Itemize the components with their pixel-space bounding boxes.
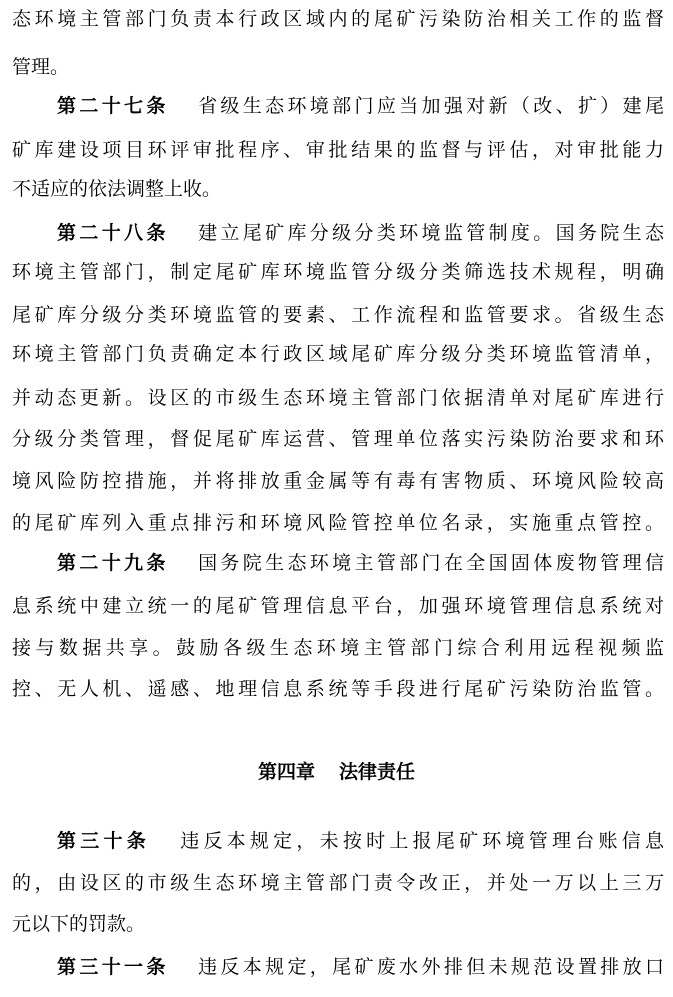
text-line: 环境主管部门，制定尾矿库环境监管分级分类筛选技术规程，明确: [12, 261, 664, 283]
text-line: 的尾矿库列入重点排污和环境风险管控单位名录，实施重点管控。: [12, 512, 664, 534]
article-label: 第二十八条: [57, 222, 169, 244]
article-label: 第二十九条: [57, 552, 169, 574]
text-line: 矿库建设项目环评审批程序、审批结果的监督与评估，对审批能力: [12, 139, 664, 161]
article-label: 第二十七条: [57, 95, 169, 117]
text-line: 环境主管部门负责确定本行政区域尾矿库分级分类环境监管清单，: [12, 343, 664, 365]
article-28: [57, 218, 664, 248]
text-line: 尾矿库分级分类环境监管的要素、工作流程和监管要求。省级生态: [12, 304, 664, 326]
article-text: 违反本规定，尾矿废水外排但未规范设置排放口: [194, 956, 664, 978]
text-line: 管理。: [12, 56, 70, 78]
text-line: 分级分类管理，督促尾矿库运营、管理单位落实污染防治要求和环: [12, 428, 664, 450]
chapter-number: 第四章: [257, 761, 315, 783]
text-line: 不适应的依法调整上收。: [12, 178, 222, 200]
text-line: 境风险防控措施，并将排放重金属等有毒有害物质、环境风险较高: [12, 470, 664, 492]
chapter-heading: [0, 757, 673, 787]
article-label: 第三十一条: [57, 956, 169, 978]
text-line: 接与数据共享。鼓励各级生态环境主管部门综合利用远程视频监: [12, 637, 664, 659]
text-line: 并动态更新。设区的市级生态环境主管部门依据清单对尾矿库进行: [12, 387, 664, 409]
article-text: 违反本规定，未按时上报尾矿环境管理台账信息: [175, 830, 664, 852]
article-29: [57, 548, 664, 578]
article-30: [57, 826, 664, 856]
text-line: 的，由设区的市级生态环境主管部门责令改正，并处一万以上三万: [12, 872, 664, 894]
text-line: 态环境主管部门负责本行政区域内的尾矿污染防治相关工作的监督: [12, 8, 664, 30]
article-label: 第三十条: [57, 830, 150, 852]
article-text: 国务院生态环境主管部门在全国固体废物管理信: [194, 552, 664, 574]
chapter-title: 法律责任: [339, 761, 416, 783]
article-text: 建立尾矿库分级分类环境监管制度。国务院生态: [194, 222, 664, 244]
article-31: [57, 952, 664, 982]
text-line: 控、无人机、遥感、地理信息系统等手段进行尾矿污染防治监管。: [12, 678, 664, 700]
article-27: [57, 91, 664, 121]
text-line: 元以下的罚款。: [12, 913, 146, 935]
text-line: 息系统中建立统一的尾矿管理信息平台，加强环境管理信息系统对: [12, 595, 664, 617]
article-text: 省级生态环境部门应当加强对新（改、扩）建尾: [194, 95, 664, 117]
